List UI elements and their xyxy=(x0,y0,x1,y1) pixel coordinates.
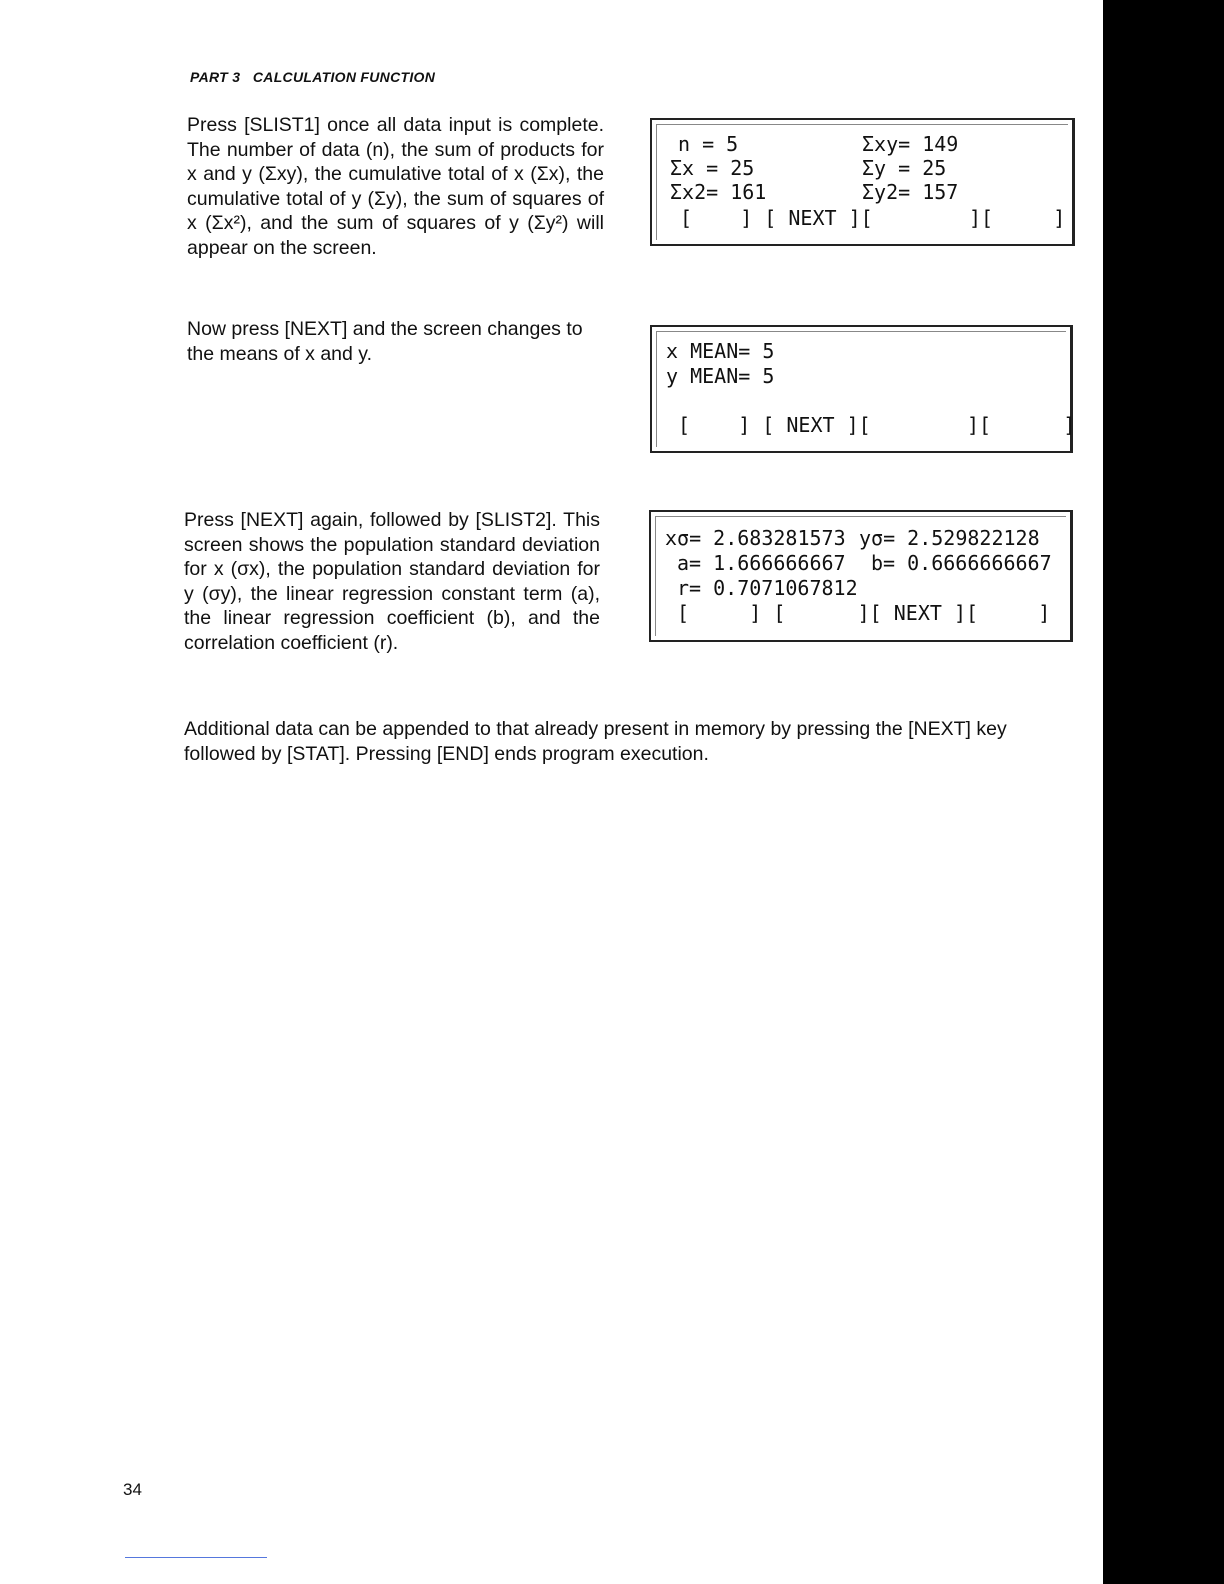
page-number: 34 xyxy=(123,1480,142,1499)
lcd-x-sigma: xσ= 2.683281573 xyxy=(665,526,846,550)
lcd-sum-y2: Σy2= 157 xyxy=(862,180,959,204)
paragraph-next: Now press [NEXT] and the screen changes to the means of x and y. xyxy=(187,318,583,365)
lcd-softkeys: [ ] [ NEXT ][ ][ ] xyxy=(678,413,1076,437)
lcd-a: a= 1.666666667 xyxy=(677,551,846,575)
lcd-y-mean: y MEAN= 5 xyxy=(666,364,775,388)
lcd-sum-y: Σy = 25 xyxy=(862,156,947,180)
lcd-softkeys: [ ] [ NEXT ][ ][ ] xyxy=(680,206,1066,230)
footer-rule xyxy=(125,1557,267,1558)
lcd-sum-x2: Σx2= 161 xyxy=(670,180,767,204)
page-header xyxy=(190,69,435,85)
header-title: CALCULATION FUNCTION xyxy=(252,69,436,85)
lcd-b: b= 0.6666666667 xyxy=(871,551,1052,575)
lcd-sum-x: Σx = 25 xyxy=(670,156,755,180)
header-part: PART 3 xyxy=(190,69,241,85)
lcd-n: n = 5 xyxy=(678,132,739,156)
lcd-screen-sums xyxy=(650,118,1075,246)
paragraph-additional-data: Additional data can be appended to that already present in memory by pressing the [NEXT] key followed by [STAT]. Pressing [END] ends program execution. xyxy=(184,718,1007,765)
lcd-sum-xy: Σxy= 149 xyxy=(862,132,959,156)
lcd-r: r= 0.7071067812 xyxy=(677,576,858,600)
lcd-x-mean: x MEAN= 5 xyxy=(666,339,775,363)
paragraph-slist1: Press [SLIST1] once all data input is complete. The number of data (n), the sum of products for x and y (Σxy), the cumulative total of x (Σx), the cumulative total of y (Σy), the sum of squares of x (Σx²), and the sum of squares of y (Σy²) will appear on the screen. xyxy=(187,114,604,259)
lcd-screen-regression xyxy=(649,510,1073,642)
lcd-y-sigma: yσ= 2.529822128 xyxy=(859,526,1040,550)
lcd-screen-means xyxy=(650,325,1076,453)
lcd-softkeys: [ ] [ ][ NEXT ][ ] xyxy=(677,601,1051,625)
paragraph-slist2: Press [NEXT] again, followed by [SLIST2]. This screen shows the population standard deviation for x (σx), the population standard deviation for y (σy), the linear regression constant term (a), the linear regression coefficient (b), and the correlation coefficient (r). xyxy=(184,509,600,654)
page-edge-bar xyxy=(1103,0,1224,1584)
